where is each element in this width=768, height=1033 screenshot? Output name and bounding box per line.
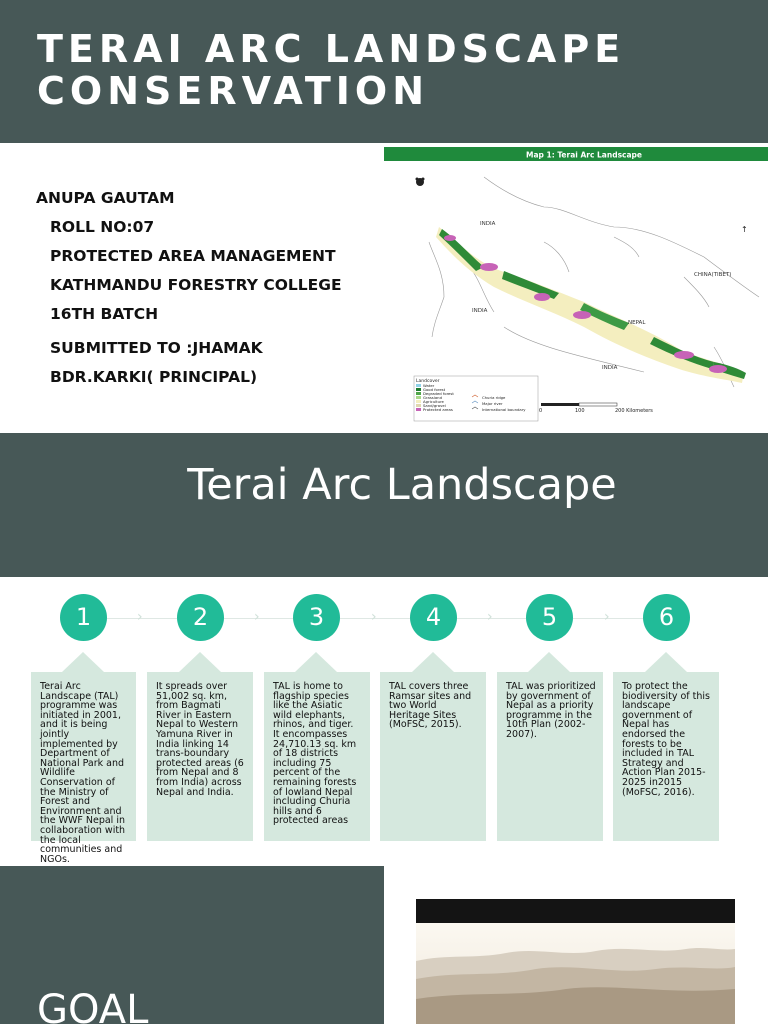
legend-item: Good forest [423,387,446,392]
legend-item: Protected areas [423,407,453,412]
map-label-india-top: INDIA [480,221,496,227]
submitted-to-line-1: SUBMITTED TO :JHAMAK [50,339,263,357]
legend-item: Water [423,383,435,388]
card-pointer [412,652,454,672]
map-header: Map 1: Terai Arc Landscape [525,150,643,160]
card-pointer [528,652,570,672]
landscape-photo [416,899,735,1024]
scale-label: 0 [539,408,543,414]
wwf-logo-icon [416,178,425,187]
step-number-4: 4 [410,594,457,641]
map-label-nepal: NEPAL [628,320,646,326]
step-number-1: 1 [60,594,107,641]
step-card-4: TAL covers three Ramsar sites and two World Heritage Sites (MoFSC, 2015). [380,672,486,841]
author-name: ANUPA GAUTAM [36,189,175,207]
goal-title: GOAL [37,987,149,1033]
north-arrow-icon: ↑ [741,225,748,234]
map-label-india-bottom: INDIA [602,365,618,371]
chevron-right-icon: › [604,609,610,625]
roll-number: ROLL NO:07 [50,218,155,236]
subject: PROTECTED AREA MANAGEMENT [50,247,336,265]
terai-arc-map [384,147,768,431]
college: KATHMANDU FORESTRY COLLEGE [50,276,342,294]
map-label-india-mid: INDIA [472,308,488,314]
author-info [36,184,342,392]
card-pointer [295,652,337,672]
title-banner [0,0,768,143]
legend-item: Sand/gravel [423,403,446,408]
map-scale-bar [539,403,653,414]
step-card-2: It spreads over 51,002 sq. km, from Bagmati River in Eastern Nepal to Western Yamuna River in India linking 14 trans-boundary protected areas (6 from Nepal and 8 from India) across Nepal and India. [147,672,253,841]
map-labels [472,221,731,371]
step-number-6: 6 [643,594,690,641]
legend-line-item: International boundary [482,407,526,412]
legend-title: Landcover [416,379,440,384]
chevron-right-icon: › [137,609,143,625]
map-boundaries [429,177,759,387]
title-line-1: TERAI ARC LANDSCAPE [37,27,626,71]
legend-line-item: Major river [482,401,503,406]
scale-label: 100 [575,408,585,414]
legend-item: Degraded forest [423,391,454,396]
chevron-right-icon: › [254,609,260,625]
step-card-6: To protect the biodiversity of this landscape government of Nepal has endorsed the forests to be included in TAL Strategy and Action Plan 2015-2025 in2015 (MoFSC, 2016). [613,672,719,841]
legend-item: Agriculture [423,399,444,404]
presentation-title [37,28,625,112]
step-card-1: Terai Arc Landscape (TAL) programme was initiated in 2001, and it is being jointly implemented by Department of National Park and Wildlife Conservation of the Ministry of Forest and Environment and the WWF Nepal in collaboration with the local communities and NGOs. [31,672,136,841]
scale-label: 200 Kilometers [615,408,653,414]
chevron-right-icon: › [371,609,377,625]
legend-item: Grassland [423,395,442,400]
card-pointer [62,652,104,672]
batch: 16TH BATCH [50,305,159,323]
section-title: Terai Arc Landscape [187,460,617,510]
step-number-5: 5 [526,594,573,641]
chevron-right-icon: › [487,609,493,625]
submitted-to-line-2: BDR.KARKI( PRINCIPAL) [50,368,258,386]
step-number-2: 2 [177,594,224,641]
step-card-5: TAL was prioritized by government of Nepal as a priority programme in the 10th Plan (2002-2007). [497,672,603,841]
legend-line-item: Churia ridge [482,395,506,400]
step-number-3: 3 [293,594,340,641]
submitted-to [36,334,342,392]
step-card-3: TAL is home to flagship species like the Asiatic wild elephants, rhinos, and tiger. It encompasses 24,710.13 sq. km of 18 districts including 75 percent of the remaining forests of lowland Nepal including Churia hills and 6 protected areas [264,672,370,841]
map-label-china: CHINA(TIBET) [694,272,732,278]
title-line-2: CONSERVATION [37,69,430,113]
map-legend [414,376,538,421]
card-pointer [645,652,687,672]
card-pointer [179,652,221,672]
